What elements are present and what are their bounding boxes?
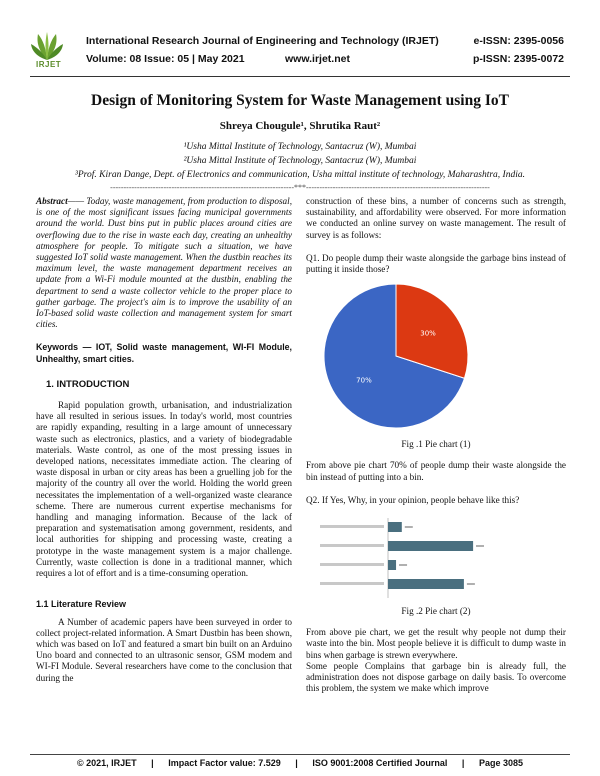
footer-page: Page 3085 xyxy=(478,758,524,768)
pie-data-label: 70% xyxy=(356,376,372,385)
footer-iso: ISO 9001:2008 Certified Journal xyxy=(312,758,448,768)
footer-rule xyxy=(30,754,570,755)
p-issn: p-ISSN: 2395-0072 xyxy=(472,53,564,65)
bar-value-label xyxy=(476,545,484,547)
bar-chart-svg xyxy=(316,514,486,598)
footer-sep-3: | xyxy=(461,758,465,768)
pie-chart-svg xyxy=(316,281,476,431)
reason-result-text: From above pie chart, we get the result why people not dump their waste into the bin. Most people believe it is difficult to dump waste in bins when garbage is strewn everywhere. xyxy=(306,627,566,660)
bar-category-label xyxy=(320,525,384,528)
affiliation-3: ³Prof. Kiran Dange, Dept. of Electronics and communication, Usha mittal institute of technology, Maharashtra, India. xyxy=(75,170,525,180)
abstract xyxy=(36,196,292,330)
left-column xyxy=(36,196,292,684)
bar-category-label xyxy=(320,582,384,585)
question-1: Q1. Do people dump their waste alongside the garbage bins instead of putting it inside those? xyxy=(306,252,566,275)
paper-title: Design of Monitoring System for Waste Management using IoT xyxy=(91,92,509,109)
page-footer xyxy=(0,758,600,768)
survey-intro-text: construction of these bins, a number of concerns such as strength, sustainability, and affordability were observed. For more information we conducted an online survey on waste management. The result of survey is as follows: xyxy=(306,196,566,240)
abstract-text: Today, waste management, from production to disposal, is one of the most significant issues facing municipal governments around the world. Dust bins put in public places around cities are overflowing due to the rise in waste each day, creating an unhealthy atmosphere for people. To mitigate such a situation, we have suggested IoT solid waste management. When the dustbin reaches its maximum level, the waste management department receives an update from a Wi-Fi module mounted at the dustbin, enabling the department to send a waste collector vehicle to the proper place to gather garbage. The project's aim is to improve the usability of an IoT-based solid waste collection and management system for smart cities. xyxy=(36,196,292,330)
footer-sep-2: | xyxy=(295,758,298,768)
journal-header xyxy=(0,0,600,78)
separator: ---------------------------------------------------------------------***--------------------------------------------------------------------- xyxy=(110,183,490,192)
bar-value-label xyxy=(405,526,413,528)
bar-category-label xyxy=(320,544,384,547)
authors: Shreya Chougule¹, Shrutika Raut² xyxy=(219,120,381,132)
complaint-text: Some people Complains that garbage bin is already full, the administration does not dispose garbage on daily basis. To overcome this problem, the system we make which improve xyxy=(306,660,566,694)
pie-result-text: From above pie chart 70% of people dump their waste alongside the bin instead of putting into a bin. xyxy=(306,460,566,482)
right-column xyxy=(306,196,566,694)
keywords: Keywords — IOT, Solid waste management, WI-FI Module, Unhealthy, smart cities. xyxy=(36,342,292,364)
volume-issue: Volume: 08 Issue: 05 | May 2021 xyxy=(86,53,245,65)
affiliation-1: ¹Usha Mittal Institute of Technology, Santacruz (W), Mumbai xyxy=(183,142,417,152)
journal-website[interactable]: www.irjet.net xyxy=(285,53,350,65)
e-issn: e-ISSN: 2395-0056 xyxy=(473,35,564,47)
figure-2-caption: Fig .2 Pie chart (2) xyxy=(401,606,471,617)
footer-impact: Impact Factor value: 7.529 xyxy=(168,758,281,768)
logo-text: IRJET xyxy=(36,60,62,69)
introduction-text: Rapid population growth, urbanisation, and industrialization have all resulted in serious issues. In today's world, most countries are rapidly expanding, resulting in a large amount of unnecessary waste such as electronics, plastics, and a variety of biodegradable materials. Waste control, as one of the most pressing issues in developed nations, necessitates immediate action. The clearing of waste disposal in urban or city areas has been a gruelling job for the majority of the country all over the world. Holding the world green necessitates the implementation of a well-organized waste clearance scheme. There are numerous current expertise mechanisms for handling and managing information. Because of the lack of preparation and systematisation among government, residents, and local authorities for shipping and processing waste, creating a prototype in the waste management system is a major challenge. Currently, waste collection is done in a traditional manner, which requires a lot of effort and is a time-consuming operation. xyxy=(36,400,292,579)
footer-copyright: © 2021, IRJET xyxy=(76,758,137,768)
abstract-label: Abstract xyxy=(36,196,68,206)
bar-cat4 xyxy=(388,579,464,589)
bar-chart-2 xyxy=(316,514,486,598)
section-heading-introduction: 1. INTRODUCTION xyxy=(46,378,130,390)
figure-1-caption: Fig .1 Pie chart (1) xyxy=(401,439,471,450)
bar-cat2 xyxy=(388,541,473,551)
affiliation-2: ²Usha Mittal Institute of Technology, Santacruz (W), Mumbai xyxy=(183,156,417,166)
pie-chart-1 xyxy=(316,281,476,431)
literature-review-text: A Number of academic papers have been surveyed in order to collect project-related information. A Smart Dustbin has been shown, which was based on IoT and featured a smart bin built on an Arduino Uno board and connected to an ultrasonic sensor, GSM modem and WI-FI Module. Several researchers have come to the conclusion that during the xyxy=(36,616,292,683)
question-2: Q2. If Yes, Why, in your opinion, people behave like this? xyxy=(306,494,520,505)
journal-name: International Research Journal of Engineering and Technology (IRJET) xyxy=(86,35,439,47)
header-rule xyxy=(30,76,570,77)
section-heading-literature-review: 1.1 Literature Review xyxy=(36,599,127,610)
abstract-dash: —— xyxy=(67,196,87,206)
footer-sep-1: | xyxy=(151,758,154,768)
bar-value-label xyxy=(399,564,407,566)
pie-data-label: 30% xyxy=(420,329,436,338)
bar-cat3 xyxy=(388,560,396,570)
bar-category-label xyxy=(320,563,384,566)
bar-value-label xyxy=(467,583,475,585)
bar-cat1 xyxy=(388,522,402,532)
